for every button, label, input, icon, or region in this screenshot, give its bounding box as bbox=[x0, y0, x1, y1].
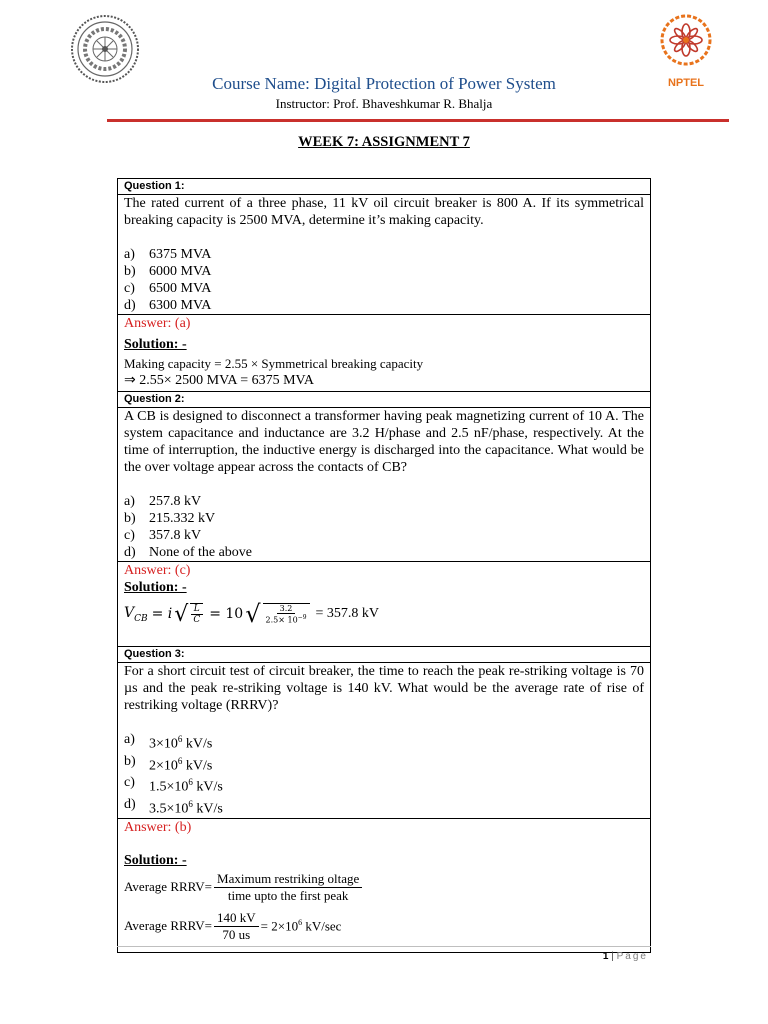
option-item: d) None of the above bbox=[124, 545, 253, 560]
solution-label: Solution: - bbox=[124, 852, 187, 868]
question-2-heading: Question 2: bbox=[118, 392, 651, 408]
header-rule bbox=[107, 119, 729, 122]
option-item: c) 357.8 kV bbox=[124, 528, 202, 543]
question-3-options bbox=[124, 731, 644, 818]
answer-label: Answer: (a) bbox=[124, 316, 191, 331]
option-item: c) 6500 MVA bbox=[124, 281, 212, 296]
answer-label: Answer: (c) bbox=[124, 563, 191, 578]
answer-label: Answer: (b) bbox=[124, 819, 192, 835]
page-title: WEEK 7: ASSIGNMENT 7 bbox=[298, 134, 470, 150]
course-name: Course Name: Digital Protection of Power System bbox=[212, 74, 556, 93]
question-2-solution bbox=[118, 562, 651, 647]
footer-rule bbox=[117, 946, 651, 947]
question-1-text: The rated current of a three phase, 11 kV oil circuit breaker is 800 A. If its symmetrical breaking capacity is 2500 MVA, determine it’s making capacity. bbox=[124, 196, 644, 228]
question-1-body bbox=[118, 195, 651, 315]
page-word: Page bbox=[616, 951, 648, 962]
option-item: a) 6375 MVA bbox=[124, 247, 212, 262]
option-item: b) $2\times 10^6$ kV/s bbox=[124, 753, 213, 774]
question-1-solution bbox=[118, 315, 651, 392]
solution-formula-1: Making capacity = 2.55 × Symmetrical breaking capacity bbox=[124, 356, 424, 371]
page-number: 1 bbox=[602, 951, 609, 962]
solution-label: Solution: - bbox=[124, 337, 187, 352]
question-1-options bbox=[124, 246, 644, 314]
option-item: c) $1.5\times 10^6$ kV/s bbox=[124, 775, 223, 795]
solution-formula-2: ⇒ 2.55× 2500 MVA = 6375 MVA bbox=[124, 373, 314, 388]
solution-label: Solution: - bbox=[124, 580, 187, 595]
nptel-flower-icon bbox=[658, 10, 714, 74]
question-2-options bbox=[124, 493, 644, 561]
option-item: d) $3.5\times 10^6$ kV/s bbox=[124, 796, 223, 817]
nptel-wordmark: NPTEL bbox=[667, 77, 705, 89]
solution-formula: $V_{CB}$ = i √ $\frac{L}{C}$ = 10 √ $\frac{3.2}{2.5\times 10^{-9}}$ = 357.8 kV bbox=[124, 600, 380, 628]
question-3-text: For a short circuit test of circuit breaker, the time to reach the peak re-striking voltage is 70 µs and the peak re-striking voltage is 140 kV. What would be the average rate of rise of restriking voltage (RRRV)? bbox=[124, 664, 644, 713]
option-item: a) 257.8 kV bbox=[124, 494, 202, 509]
question-2-text: A CB is designed to disconnect a transformer having peak magnetizing current of 10 A. The system capacitance and inductance are 3.2 H/phase and 2.5 nF/phase, respectively. At the time of interruption, the inductive energy is discharged into the capacitance. What would be the over voltage appear across the contacts of CB? bbox=[124, 409, 644, 475]
instructor-name: Instructor: Prof. Bhaveshkumar R. Bhalja bbox=[275, 96, 493, 111]
option-item: b) 215.332 kV bbox=[124, 511, 216, 526]
page-footer: 1 | Page bbox=[602, 951, 648, 962]
solution-formula-1: Average RRRV= $\frac{\text{Maximum restriking oltage}}{\text{time upto the first peak}}$ bbox=[124, 871, 644, 904]
option-item: d) 6300 MVA bbox=[124, 298, 212, 313]
assignment-table bbox=[117, 178, 651, 953]
question-2-body bbox=[118, 408, 651, 562]
question-3-heading: Question 3: bbox=[118, 647, 651, 663]
solution-formula-2: Average RRRV= $\frac{140 kV}{70 us}$ = $2\times 10^6$ kV/sec bbox=[124, 909, 342, 942]
option-item: b) 6000 MVA bbox=[124, 264, 212, 279]
question-3-body bbox=[118, 663, 651, 819]
question-3-solution bbox=[118, 818, 651, 952]
question-1-heading: Question 1: bbox=[118, 179, 651, 195]
option-item: a) $3\times 10^6$ kV/s bbox=[124, 732, 213, 752]
